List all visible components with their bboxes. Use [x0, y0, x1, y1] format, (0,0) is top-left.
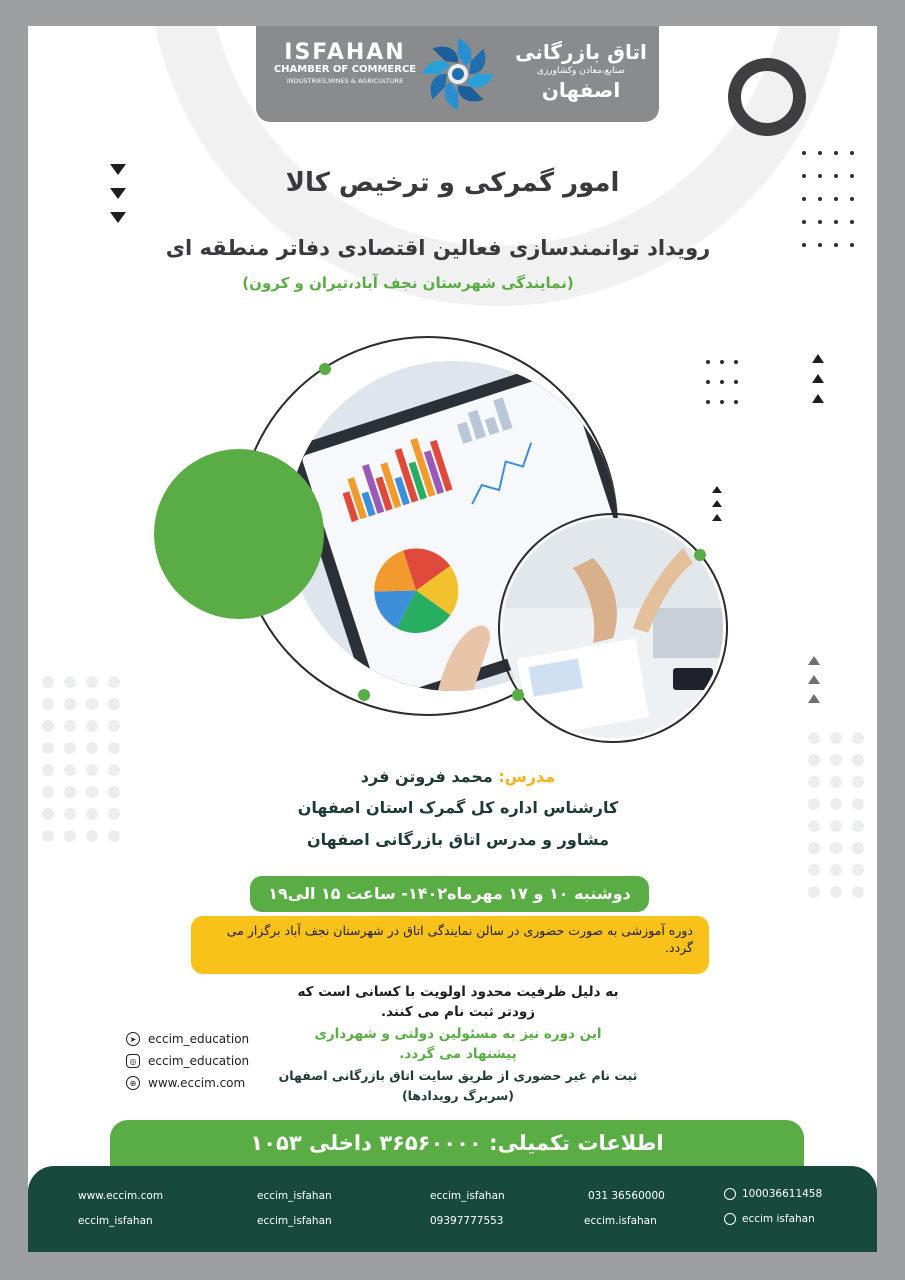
- social-telegram[interactable]: [126, 1030, 249, 1048]
- faint-dot-grid-left: [42, 676, 130, 852]
- priority-line-2: زودتر ثبت نام می کنند.: [380, 1004, 536, 1020]
- instructor-role-2: مشاور و مدرس اتاق بازرگانی اصفهان: [306, 830, 610, 849]
- triangle-stack-left: [110, 164, 126, 223]
- logo-en-name: ISFAHAN: [284, 40, 406, 65]
- telegram-icon: ➤: [126, 1032, 140, 1046]
- accent-dot: [512, 689, 524, 701]
- footer-handle[interactable]: eccim_isfahan: [257, 1190, 332, 1202]
- accent-dot: [358, 689, 370, 701]
- footer-phone[interactable]: 031 36560000: [588, 1190, 665, 1202]
- footer: [28, 1166, 877, 1252]
- triangle-down-icon: [110, 164, 126, 175]
- instructor-block: [228, 762, 688, 856]
- footer-youtube[interactable]: [724, 1213, 815, 1225]
- instructor-name: محمد فروتن فرد: [360, 767, 493, 786]
- social-instagram[interactable]: [126, 1052, 249, 1070]
- event-subtitle-note: (نمایندگی شهرستان نجف آباد،تیران و کرون): [242, 274, 574, 292]
- instructor-label: مدرس:: [498, 767, 556, 786]
- priority-note: [248, 982, 668, 1022]
- triangle-up-icon: [808, 675, 820, 684]
- logo-en-line3: INDUSTRIES,MINES & AGRICULTURE: [286, 77, 404, 85]
- meeting-photo: [503, 518, 723, 738]
- poster: [28, 26, 877, 1252]
- online-line-2: (سربرگ رویدادها): [401, 1088, 515, 1103]
- instructor-line: [228, 762, 688, 792]
- recommend-line-1: این دوره نیز به مسئولین دولتی و شهرداری: [314, 1026, 602, 1042]
- triangle-down-icon: [110, 212, 126, 223]
- globe-icon: ⊕: [126, 1076, 140, 1090]
- youtube-icon: [724, 1213, 736, 1225]
- triangle-up-icon: [808, 656, 820, 665]
- priority-line-1: به دلیل ظرفیت محدود اولویت با کسانی است که: [297, 984, 619, 1000]
- triangle-up-icon: [812, 394, 824, 403]
- triangle-up-icon: [712, 514, 722, 521]
- footer-sms-number: 100036611458: [742, 1188, 823, 1200]
- accent-dot: [319, 363, 331, 375]
- triangle-up-icon: [712, 486, 722, 493]
- green-disc: [154, 449, 324, 619]
- footer-sms[interactable]: [724, 1188, 822, 1200]
- footer-youtube-text: eccim isfahan: [742, 1213, 815, 1225]
- triangle-down-icon: [110, 188, 126, 199]
- logo-en-line2: CHAMBER OF COMMERCE: [273, 64, 417, 75]
- decorative-ring: [728, 58, 806, 136]
- event-subtitle: رویداد توانمندسازی فعالین اقتصادی دفاتر منطقه ای: [165, 236, 711, 260]
- triangle-up-icon: [812, 374, 824, 383]
- venue-box: [191, 916, 709, 974]
- page-title: امور گمرکی و ترخیص کالا: [285, 168, 620, 198]
- chamber-logo: [256, 26, 659, 122]
- recommend-note: [248, 1024, 668, 1064]
- triangle-up-icon: [812, 354, 824, 363]
- date-banner: دوشنبه ۱۰ و ۱۷ مهرماه۱۴۰۲- ساعت ۱۵ الی۱۹: [250, 876, 649, 912]
- logo-fa-line1: اتاق بازرگانی: [515, 40, 647, 64]
- dot-grid-mid: [706, 360, 748, 420]
- logo-persian-text: [506, 40, 656, 102]
- footer-mobile[interactable]: 09397777553: [430, 1215, 504, 1227]
- footer-handle[interactable]: eccim.isfahan: [584, 1215, 657, 1227]
- footer-website[interactable]: www.eccim.com: [78, 1190, 164, 1202]
- triangle-up-icon: [712, 500, 722, 507]
- triangle-stack-small: [712, 486, 722, 521]
- triangle-stack-gray: [808, 656, 820, 703]
- contact-bar: اطلاعات تکمیلی: ۳۶۵۶۰۰۰۰ داخلی ۱۰۵۳: [110, 1120, 804, 1172]
- social-instagram-text: eccim_education: [148, 1054, 250, 1068]
- logo-fa-line3: اصفهان: [541, 78, 621, 102]
- social-telegram-text: eccim_education: [148, 1032, 250, 1046]
- faint-dot-grid-right: [808, 732, 874, 908]
- online-line-1: ثبت نام غیر حضوری از طریق سایت اتاق بازرگانی اصفهان: [278, 1068, 638, 1083]
- recommend-line-2: پیشنهاد می گردد.: [399, 1046, 517, 1062]
- sms-icon: [724, 1188, 736, 1200]
- triangle-stack-right: [812, 354, 824, 403]
- footer-handle[interactable]: eccim_isfahan: [257, 1215, 332, 1227]
- social-website-text: www.eccim.com: [148, 1076, 246, 1090]
- meeting-illustration: [503, 518, 723, 738]
- accent-dot: [694, 549, 706, 561]
- logo-fa-line2: صنایع،معادن وکشاورزی: [536, 66, 626, 76]
- triangle-up-icon: [808, 694, 820, 703]
- online-note: [248, 1066, 668, 1106]
- chamber-emblem-icon: [418, 34, 498, 114]
- footer-handle[interactable]: eccim_isfahan: [78, 1215, 153, 1227]
- venue-text: دوره آموزشی به صورت حضوری در سالن نمایندگی اتاق در شهرستان نجف آباد برگزار می گردد.: [226, 923, 693, 955]
- footer-handle[interactable]: eccim_isfahan: [430, 1190, 505, 1202]
- logo-english-text: [270, 42, 420, 86]
- instagram-icon: ◎: [126, 1054, 140, 1068]
- dot-grid-top-right: [802, 151, 866, 266]
- instructor-role-1: کارشناس اداره کل گمرک استان اصفهان: [297, 798, 619, 817]
- social-website[interactable]: [126, 1074, 245, 1092]
